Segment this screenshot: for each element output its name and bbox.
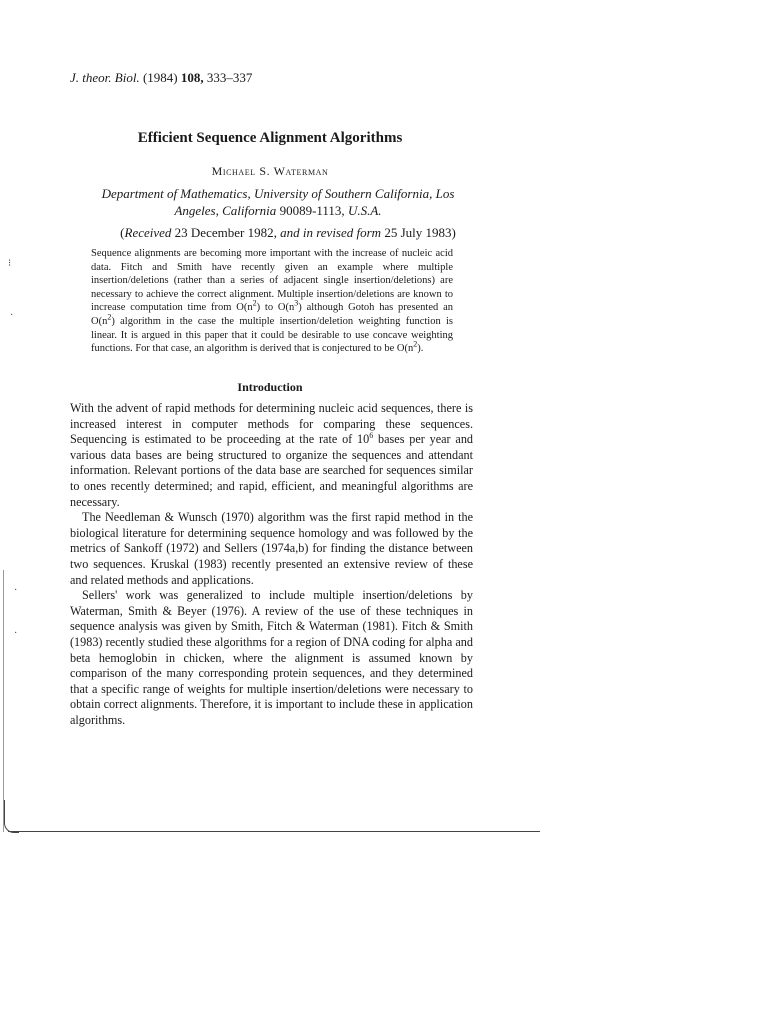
received-line bbox=[88, 225, 488, 241]
citation-line bbox=[70, 70, 252, 86]
paragraph-superscript: 6 bbox=[369, 431, 374, 441]
abstract-superscript: 2 bbox=[252, 298, 257, 308]
paragraph bbox=[70, 401, 473, 510]
scan-mark: · bbox=[14, 628, 18, 639]
section-heading: Introduction bbox=[237, 380, 303, 394]
received-open: ( bbox=[120, 225, 125, 240]
abstract-superscript: 3 bbox=[294, 298, 299, 308]
paragraph: Sellers' work was generalized to include multiple insertion/deletions by Waterman, Smith & Beyer (1976). A review of the use of these techniques in sequence analysis was given by Smith, Fitch & Waterman (1981). Fitch & Smith (1983) recently studied these algorithms for a region of DNA coding for alpha and beta hemoglobin in chicken, where the alignment is assumed known by comparison of the many corresponding protein sequences, and they determined that a specific range of weights for multiple insertion/deletions were necessary to obtain correct alignments. Therefore, it is important to include these in application algorithms. bbox=[70, 588, 473, 727]
affiliation bbox=[88, 185, 468, 219]
introduction-body bbox=[70, 401, 473, 728]
paper-title: Efficient Sequence Alignment Algorithms bbox=[137, 130, 403, 146]
abstract-text: ) to O(n bbox=[256, 302, 295, 314]
affiliation-country: U.S.A. bbox=[347, 203, 382, 218]
journal-name: J. theor. Biol. bbox=[70, 70, 140, 85]
received-label: Received bbox=[124, 225, 172, 240]
paragraph-text: With the advent of rapid methods for determining nucleic acid sequences, there is increased interest in computer methods for comparing these sequences. Sequencing is estimated to be proceeding at the rate of 10 bbox=[70, 401, 473, 447]
revised-date: 25 July 1983) bbox=[384, 225, 456, 240]
affiliation-zip: 90089-1113, bbox=[279, 203, 345, 218]
abstract-superscript: 2 bbox=[413, 339, 418, 349]
binding-corner-mark bbox=[4, 800, 19, 833]
received-date: 23 December bbox=[174, 225, 245, 240]
paragraph: The Needleman & Wunsch (1970) algorithm was the first rapid method in the biological literature for determining sequence homology and was followed by the metrics of Sankoff (1972) and Sellers (1974a,b) for finding the distance between two sequences. Kruskal (1983) recently presented an extensive review of these and related methods and applications. bbox=[70, 510, 473, 587]
affiliation-dept: Department of Mathematics, University of Southern California, Los Angeles, California bbox=[101, 186, 455, 218]
revised-label: and in revised form bbox=[280, 225, 382, 240]
scan-mark: · bbox=[10, 310, 14, 321]
author-name: Michael S. Waterman bbox=[211, 164, 329, 178]
abstract-text: ) algorithm in the case the multiple insertion/deletion weighting function is linear. It is argued in this paper that it could be desirable to use concave weighting functions. For that case, an algorithm is derived that is conjectured to be O(n bbox=[91, 315, 453, 355]
abstract-superscript: 2 bbox=[107, 312, 112, 322]
scan-mark: ⁝ bbox=[8, 258, 12, 269]
paragraph-text: bases per year and various data bases are being structured to organize the sequences and attendant information. Relevant portions of the data base are searched for sequences similar to ones recently determined; and rapid, efficient, and meaningful algorithms are necessary. bbox=[70, 432, 474, 509]
journal-volume: 108, bbox=[180, 70, 204, 85]
abstract bbox=[91, 247, 453, 356]
journal-year: (1984) bbox=[142, 70, 178, 85]
footer-rule bbox=[8, 831, 540, 832]
abstract-text: ) although Gotoh has presented an O(n bbox=[91, 302, 453, 327]
journal-pages: 333–337 bbox=[206, 70, 253, 85]
binding-margin-line bbox=[3, 570, 4, 832]
abstract-text: ). bbox=[417, 343, 424, 355]
received-year: 1982, bbox=[247, 225, 277, 240]
scan-mark: · bbox=[14, 585, 18, 596]
abstract-text: Sequence alignments are becoming more important with the increase of nucleic acid data. Fitch and Smith have recently given an example where multiple insertion/deletions (rather than a series of adjacent single insertion/deletions) are necessary to achieve the correct alignment. Multiple insertion/deletions are known to increase computation time from O(n bbox=[91, 248, 453, 314]
